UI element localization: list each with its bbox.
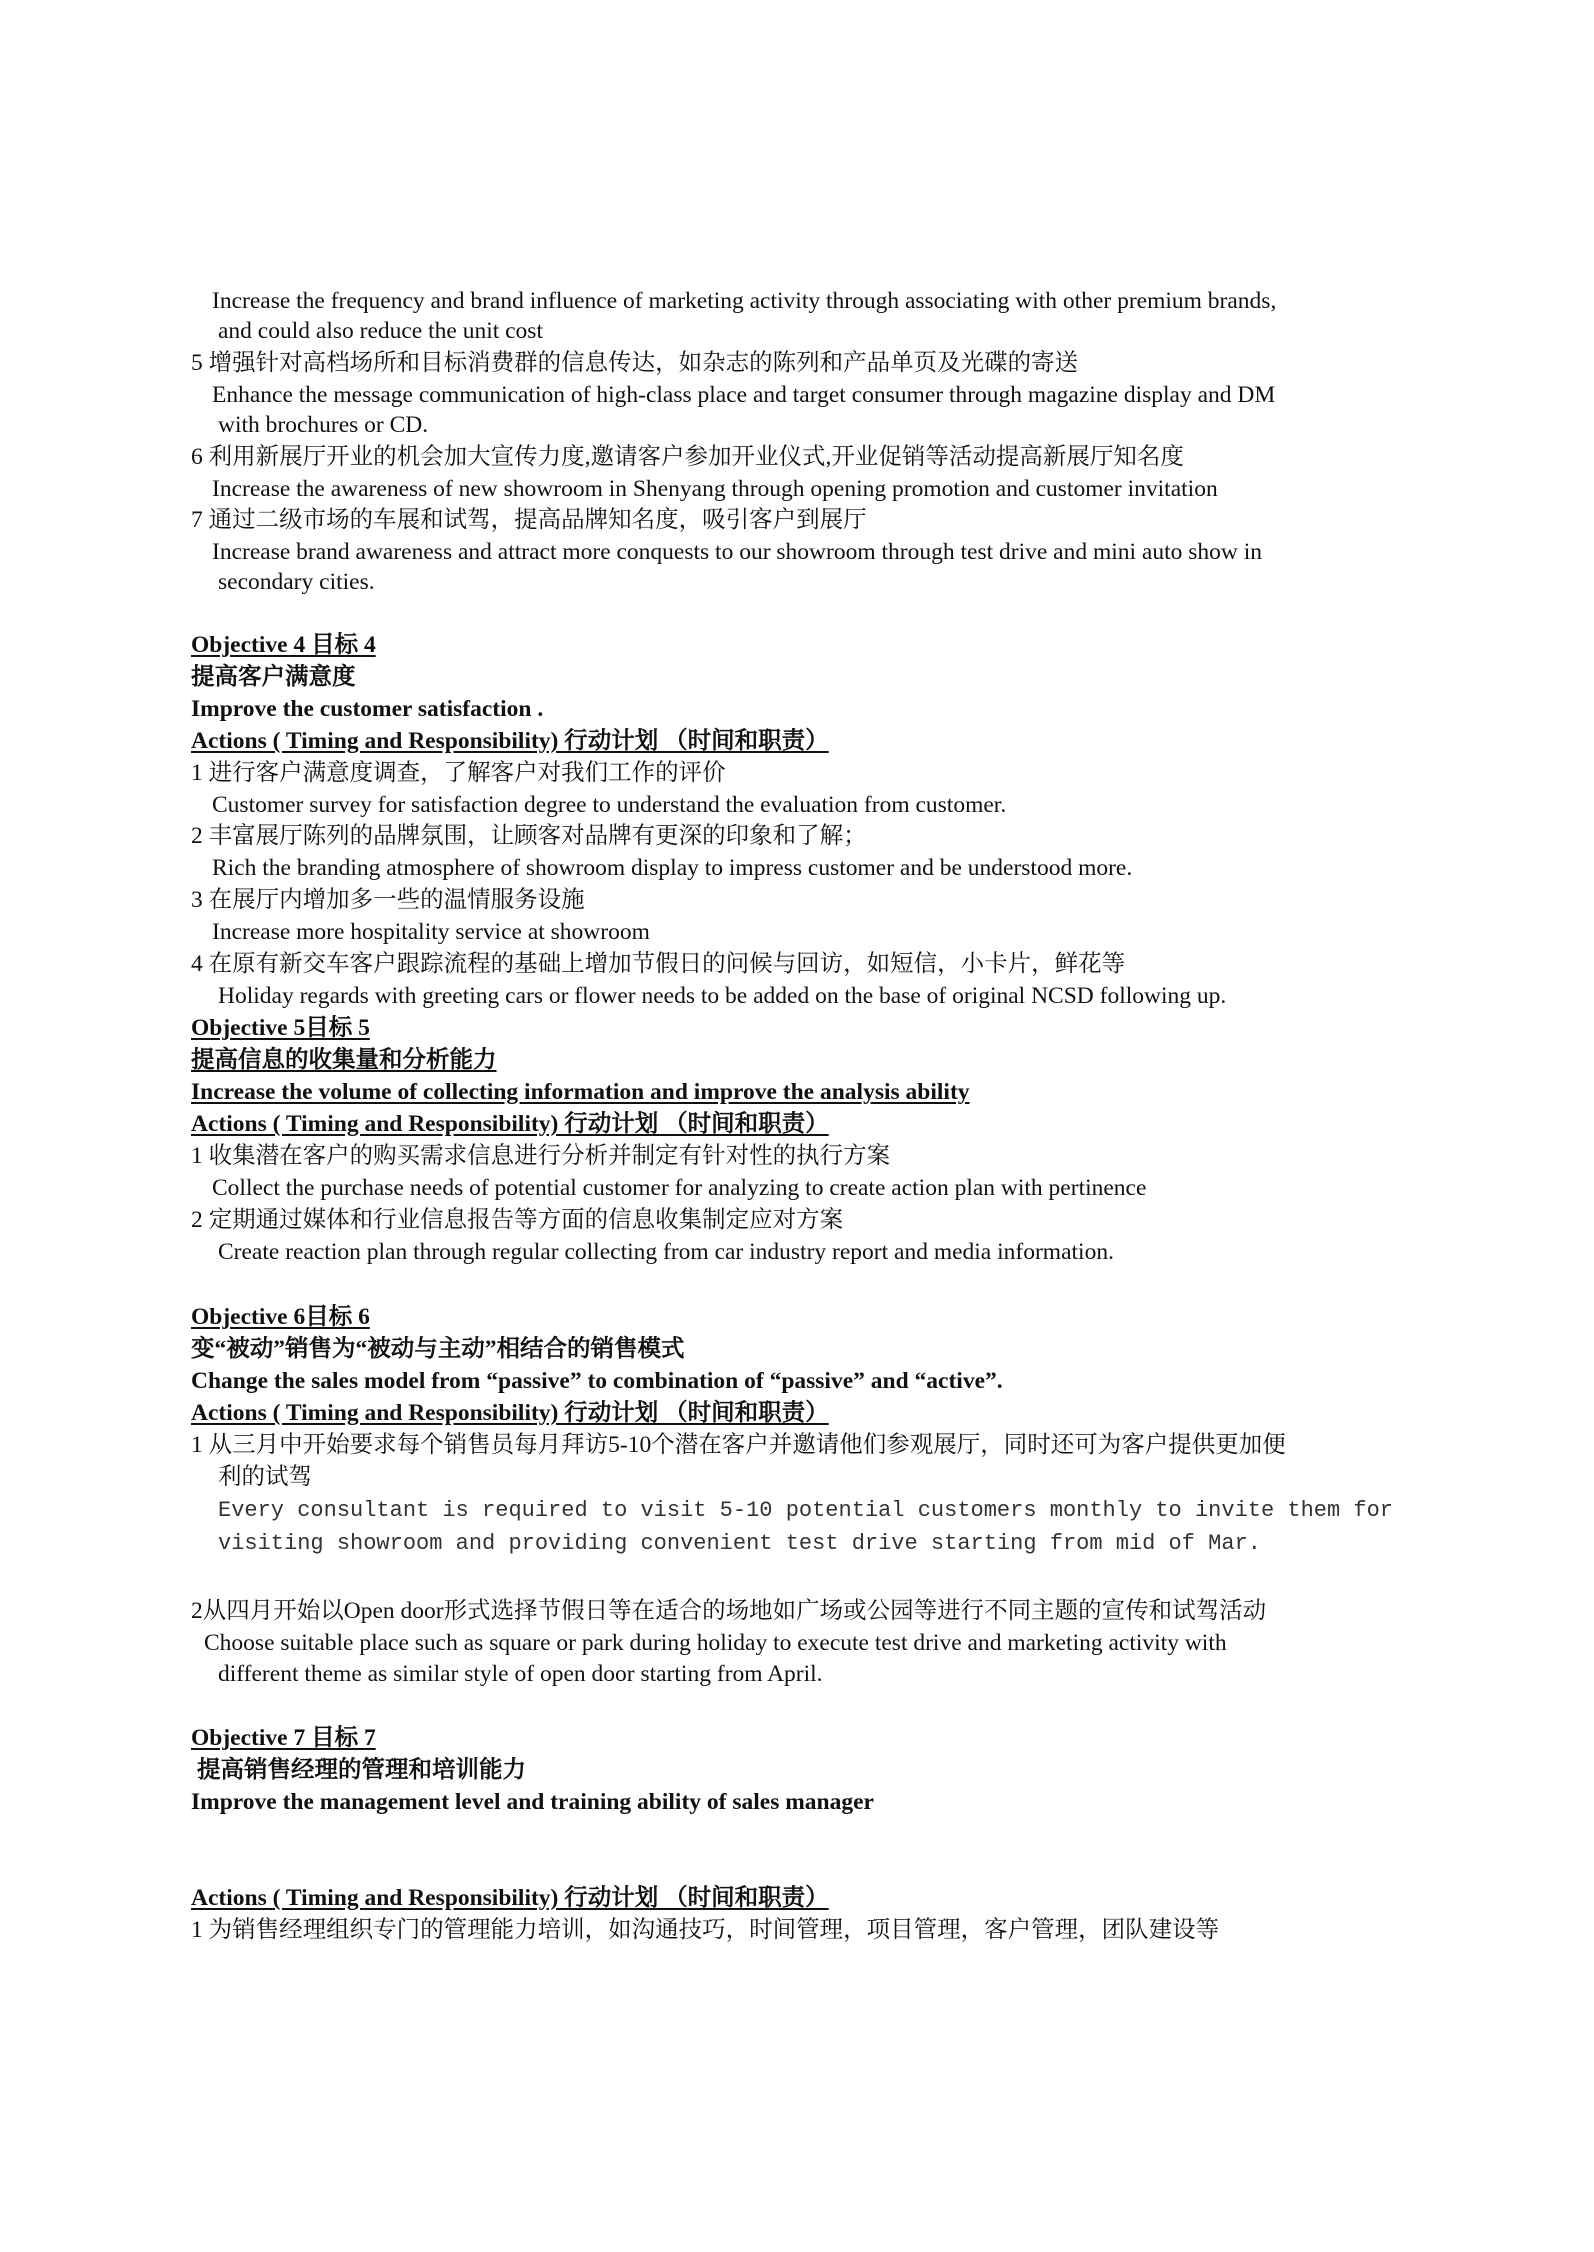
objective-6-item-2-en-2: different theme as similar style of open door starting from April.: [218, 1661, 823, 1687]
objective-5-item-1-zh: 1 收集潜在客户的购买需求信息进行分析并制定有针对性的执行方案: [191, 1143, 891, 1169]
objective-4-item-1-en: Customer survey for satisfaction degree to understand the evaluation from customer.: [212, 792, 1007, 818]
objective-5-item-2-en: Create reaction plan through regular collecting from car industry report and media information.: [218, 1239, 1114, 1265]
objective-4-item-3-zh: 3 在展厅内增加多一些的温情服务设施: [191, 887, 585, 913]
item-7-zh: 7 通过二级市场的车展和试驾，提高品牌知名度，吸引客户到展厅: [191, 507, 867, 533]
item-5-en-1: Enhance the message communication of high-class place and target consumer through magazine display and DM: [212, 382, 1276, 408]
objective-6-item-2-zh: 2从四月开始以Open door形式选择节假日等在适合的场地如广场或公园等进行不同主题的宣传和试驾活动: [191, 1598, 1267, 1624]
objective-5-title-en: Increase the volume of collecting information and improve the analysis ability: [191, 1079, 970, 1105]
objective-4-item-2-zh: 2 丰富展厅陈列的品牌氛围，让顾客对品牌有更深的印象和了解；: [191, 823, 867, 849]
objective-6-title-en: Change the sales model from “passive” to combination of “passive” and “active”.: [191, 1368, 1003, 1394]
objective-6-title-zh: 变“被动”销售为“被动与主动”相结合的销售模式: [191, 1336, 685, 1362]
item-6-en: Increase the awareness of new showroom in Shenyang through opening promotion and customer invitation: [212, 476, 1218, 502]
objective-4-heading: Objective 4 目标 4: [191, 632, 376, 658]
intro-line-2: and could also reduce the unit cost: [218, 318, 543, 344]
objective-5-actions-heading: Actions ( Timing and Responsibility) 行动计划 （时间和职责）: [191, 1111, 829, 1137]
objective-6-item-1-zh-1: 1 从三月中开始要求每个销售员每月拜访5-10个潜在客户并邀请他们参观展厅，同时还可为客户提供更加便: [191, 1432, 1286, 1458]
objective-7-item-1-zh: 1 为销售经理组织专门的管理能力培训，如沟通技巧，时间管理，项目管理，客户管理，团队建设等: [191, 1917, 1220, 1943]
objective-4-item-4-zh: 4 在原有新交车客户跟踪流程的基础上增加节假日的问候与回访，如短信，小卡片，鲜花等: [191, 951, 1126, 977]
objective-7-title-zh: 提高销售经理的管理和培训能力: [197, 1757, 526, 1783]
objective-7-actions-heading: Actions ( Timing and Responsibility) 行动计划 （时间和职责）: [191, 1885, 829, 1911]
objective-6-item-1-en-2: visiting showroom and providing convenient test drive starting from mid of Mar.: [218, 1531, 1261, 1556]
objective-5-heading: Objective 5目标 5: [191, 1015, 370, 1041]
objective-7-heading: Objective 7 目标 7: [191, 1725, 376, 1751]
objective-7-title-en: Improve the management level and training ability of sales manager: [191, 1789, 874, 1815]
objective-6-heading: Objective 6目标 6: [191, 1304, 370, 1330]
objective-4-item-3-en: Increase more hospitality service at showroom: [212, 919, 650, 945]
objective-4-title-zh: 提高客户满意度: [191, 664, 356, 690]
item-5-zh: 5 增强针对高档场所和目标消费群的信息传达，如杂志的陈列和产品单页及光碟的寄送: [191, 350, 1079, 376]
intro-line-1: Increase the frequency and brand influence of marketing activity through associating with other premium brands,: [212, 288, 1277, 314]
objective-6-item-2-en-1: Choose suitable place such as square or park during holiday to execute test drive and marketing activity with: [204, 1630, 1227, 1656]
item-7-en-1: Increase brand awareness and attract more conquests to our showroom through test drive and mini auto show in: [212, 539, 1263, 565]
objective-4-title-en: Improve the customer satisfaction .: [191, 696, 544, 722]
objective-4-item-2-en: Rich the branding atmosphere of showroom display to impress customer and be understood more.: [212, 855, 1133, 881]
item-6-zh: 6 利用新展厅开业的机会加大宣传力度,邀请客户参加开业仪式,开业促销等活动提高新展厅知名度: [191, 444, 1184, 470]
objective-5-title-zh: 提高信息的收集量和分析能力: [191, 1047, 497, 1073]
objective-5-item-1-en: Collect the purchase needs of potential customer for analyzing to create action plan with pertinence: [212, 1175, 1147, 1201]
item-5-en-2: with brochures or CD.: [218, 412, 429, 438]
objective-5-item-2-zh: 2 定期通过媒体和行业信息报告等方面的信息收集制定应对方案: [191, 1207, 844, 1233]
objective-6-item-1-zh-2: 利的试驾: [218, 1464, 312, 1490]
item-7-en-2: secondary cities.: [218, 569, 375, 595]
objective-4-item-1-zh: 1 进行客户满意度调查，了解客户对我们工作的评价: [191, 760, 726, 786]
objective-4-actions-heading: Actions ( Timing and Responsibility) 行动计划 （时间和职责）: [191, 728, 829, 754]
objective-6-item-1-en-1: Every consultant is required to visit 5-10 potential customers monthly to invite them for: [218, 1498, 1393, 1523]
objective-6-actions-heading: Actions ( Timing and Responsibility) 行动计划 （时间和职责）: [191, 1400, 829, 1426]
objective-4-item-4-en: Holiday regards with greeting cars or flower needs to be added on the base of original NCSD following up.: [218, 983, 1227, 1009]
